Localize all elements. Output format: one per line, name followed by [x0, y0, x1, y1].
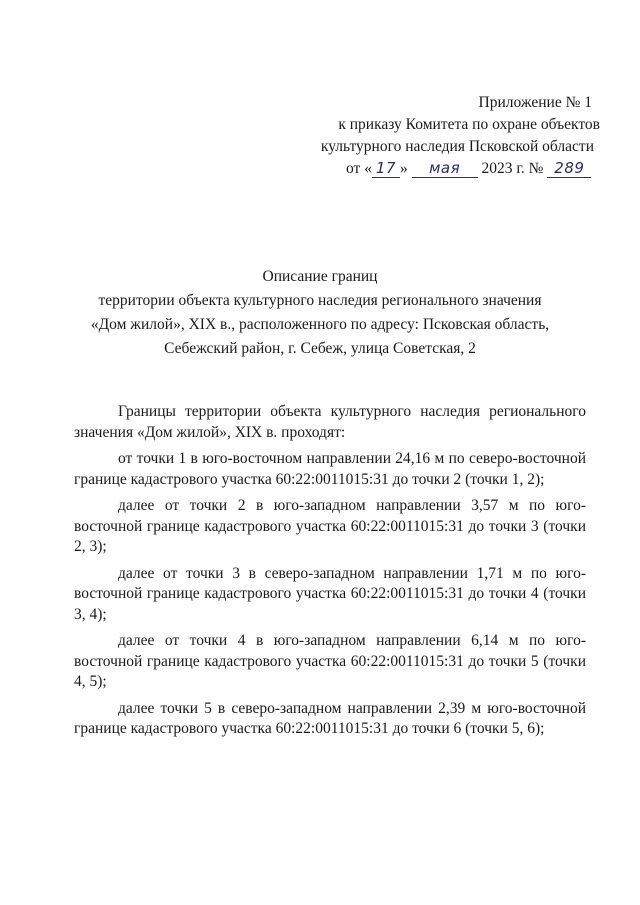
annex-header — [300, 92, 600, 180]
boundary-segment-1: от точки 1 в юго-восточном направлении 24,16 м по северо-восточной границе кадастрового участка 60:22:0011015:31 до точки 2 (точки 1, 2); — [74, 450, 586, 488]
date-year: 2023 г. № — [481, 160, 544, 177]
boundary-segment-2: далее от точки 2 в юго-западном направлении 3,57 м по юго-восточной границе кадастрового участка 60:22:0011015:31 до точки 3 (точки 2, 3); — [74, 497, 586, 555]
order-number: 289 — [547, 160, 591, 178]
boundary-segment-4: далее от точки 4 в юго-западном направлении 6,14 м по юго-восточной границе кадастрового участка 60:22:0011015:31 до точки 5 (точки 4, 5); — [74, 632, 586, 690]
document-title — [60, 265, 580, 361]
date-month: мая — [412, 160, 478, 178]
date-mid: » — [399, 160, 408, 177]
title-line-3: «Дом жилой», XIX в., расположенного по адресу: Псковская область, — [90, 316, 550, 333]
intro-paragraph: Границы территории объекта культурного наследия регионального значения «Дом жилой», XIX в. проходят: — [74, 403, 586, 441]
annex-date-line — [300, 158, 600, 180]
title-line-1: Описание границ — [262, 268, 378, 285]
boundary-segment-5: далее точки 5 в северо-западном направлении 2,39 м юго-восточной границе кадастрового участка 60:22:0011015:31 до точки 6 (точки 5, 6); — [74, 699, 586, 737]
title-line-4: Себежский район, г. Себеж, улица Советская, 2 — [164, 340, 476, 357]
date-prefix: от « — [346, 160, 372, 177]
annex-committee: культурного наследия Псковской области — [320, 138, 594, 155]
boundary-segment-3: далее от точки 3 в северо-западном направлении 1,71 м по юго-восточной границе кадастрового участка 60:22:0011015:31 до точки 4 (точки 3, 4); — [74, 564, 586, 623]
title-line-2: территории объекта культурного наследия регионального значения — [98, 292, 542, 309]
boundary-description — [74, 402, 586, 740]
annex-number: Приложение № 1 — [478, 94, 592, 111]
date-day: 17 — [372, 160, 400, 178]
annex-order-ref: к приказу Комитета по охране объектов — [338, 116, 600, 133]
